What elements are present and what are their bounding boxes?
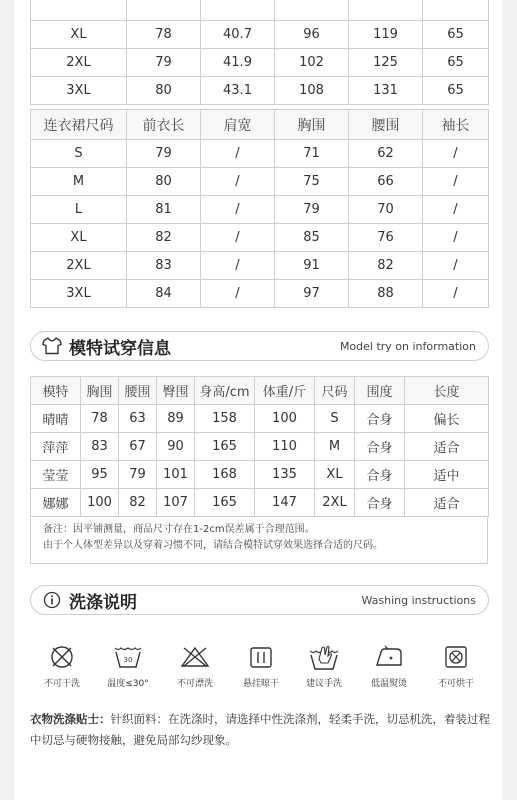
table-cell: XL <box>31 21 127 49</box>
table-cell: / <box>423 168 489 196</box>
table-cell: 85 <box>275 224 349 252</box>
table-cell: 78 <box>81 405 119 433</box>
wash-label: 不可漂洗 <box>176 679 213 689</box>
table-cell: 135 <box>255 461 315 489</box>
wash-tips <box>30 709 492 751</box>
size-table-top <box>30 0 489 105</box>
table-cell: 79 <box>119 461 157 489</box>
table-cell: 80 <box>127 168 201 196</box>
table-cell: 95 <box>81 461 119 489</box>
wash-label: 低温熨烫 <box>370 679 407 689</box>
wash-item <box>292 642 356 689</box>
table-row <box>31 224 489 252</box>
table-cell: 81 <box>127 196 201 224</box>
table-cell: XL <box>315 461 355 489</box>
table-cell: / <box>201 280 275 308</box>
table-cell: 适中 <box>405 461 489 489</box>
wash-section-header <box>30 585 489 615</box>
table-row <box>31 77 489 105</box>
dress-size-table <box>30 109 489 308</box>
table-cell: 40.7 <box>201 21 275 49</box>
table-cell: 108 <box>275 77 349 105</box>
note-line: 备注：因平铺测量，商品尺寸存在1-2cm误差属于合理范围。 <box>43 524 315 535</box>
table-cell: 合身 <box>355 405 405 433</box>
section-title: 洗涤说明 <box>69 592 137 613</box>
table-row <box>31 140 489 168</box>
table-cell: / <box>201 168 275 196</box>
table-cell: 适合 <box>405 433 489 461</box>
table-cell: 158 <box>195 405 255 433</box>
table-row <box>31 168 489 196</box>
hang-dry-icon <box>229 642 293 672</box>
hand-wash-icon <box>292 642 356 672</box>
no-bleach-icon <box>163 642 227 672</box>
column-header: 肩宽 <box>201 110 275 140</box>
table-cell: 41.9 <box>201 49 275 77</box>
table-cell: 89 <box>157 405 195 433</box>
column-header: 胸围 <box>275 110 349 140</box>
table-row <box>31 21 489 49</box>
table-cell: 2XL <box>31 252 127 280</box>
column-header: 袖长 <box>423 110 489 140</box>
tshirt-icon <box>41 335 63 357</box>
table-cell: 147 <box>255 489 315 517</box>
table-cell: 75 <box>275 168 349 196</box>
wash-temp-value: 30 <box>123 656 133 664</box>
table-cell: 119 <box>349 21 423 49</box>
table-cell: 66 <box>349 168 423 196</box>
table-cell: 90 <box>157 433 195 461</box>
table-cell: / <box>423 252 489 280</box>
column-header: 模特 <box>31 377 81 405</box>
table-cell: S <box>315 405 355 433</box>
low-iron-icon <box>357 642 421 672</box>
table-cell: 65 <box>423 77 489 105</box>
table-cell: 偏长 <box>405 405 489 433</box>
column-header: 体重/斤 <box>255 377 315 405</box>
column-header: 腰围 <box>119 377 157 405</box>
no-tumble-dry-icon <box>424 642 488 672</box>
table-cell: 97 <box>275 280 349 308</box>
section-title: 模特试穿信息 <box>69 338 171 359</box>
table-cell: 79 <box>127 140 201 168</box>
table-cell: 3XL <box>31 280 127 308</box>
table-cell: 100 <box>255 405 315 433</box>
table-cell: 合身 <box>355 461 405 489</box>
table-cell: 43.1 <box>201 77 275 105</box>
column-header: 身高/cm <box>195 377 255 405</box>
table-cell: / <box>201 140 275 168</box>
table-cell: L <box>31 196 127 224</box>
table-cell: 适合 <box>405 489 489 517</box>
table-cell: 莹莹 <box>31 461 81 489</box>
table-cell: 合身 <box>355 489 405 517</box>
table-cell: 2XL <box>31 49 127 77</box>
table-cell: / <box>201 196 275 224</box>
table-header-row <box>31 110 489 140</box>
section-subtitle: Model try on information <box>339 339 476 353</box>
table-cell: 91 <box>275 252 349 280</box>
column-header: 臀围 <box>157 377 195 405</box>
table-cell: / <box>423 140 489 168</box>
table-cell: 80 <box>127 77 201 105</box>
table-cell: 83 <box>127 252 201 280</box>
model-section-header <box>30 331 489 361</box>
table-cell: 165 <box>195 489 255 517</box>
size-note <box>30 518 488 564</box>
table-row <box>31 49 489 77</box>
table-cell <box>201 0 275 21</box>
table-cell: 131 <box>349 77 423 105</box>
table-cell: 102 <box>275 49 349 77</box>
table-cell: 合身 <box>355 433 405 461</box>
table-cell: XL <box>31 224 127 252</box>
table-cell: 84 <box>127 280 201 308</box>
table-header-row <box>31 377 489 405</box>
table-cell: 3XL <box>31 77 127 105</box>
table-row <box>31 405 489 433</box>
wash-30-icon <box>96 642 160 672</box>
wash-label: 建议手洗 <box>305 679 342 689</box>
table-cell: 萍萍 <box>31 433 81 461</box>
tips-label: 衣物洗涤贴士： <box>30 712 111 726</box>
table-cell: 165 <box>195 433 255 461</box>
table-cell <box>275 0 349 21</box>
table-cell: 100 <box>81 489 119 517</box>
wash-icons-row <box>30 642 488 698</box>
column-header: 连衣裙尺码 <box>31 110 127 140</box>
table-cell: 101 <box>157 461 195 489</box>
wash-item <box>30 642 94 689</box>
table-cell: 88 <box>349 280 423 308</box>
wash-item <box>163 642 227 689</box>
table-row <box>31 196 489 224</box>
table-cell: 168 <box>195 461 255 489</box>
table-cell: 82 <box>349 252 423 280</box>
table-row <box>31 280 489 308</box>
table-cell: 晴晴 <box>31 405 81 433</box>
table-cell <box>349 0 423 21</box>
column-header: 围度 <box>355 377 405 405</box>
table-cell: / <box>201 224 275 252</box>
table-cell: / <box>423 196 489 224</box>
table-cell: 67 <box>119 433 157 461</box>
no-dry-clean-icon <box>30 642 94 672</box>
wash-item <box>424 642 488 689</box>
table-cell: 82 <box>127 224 201 252</box>
table-cell: 71 <box>275 140 349 168</box>
table-cell <box>423 0 489 21</box>
table-cell: 125 <box>349 49 423 77</box>
wash-label: 温度≤30° <box>107 679 149 689</box>
wash-label: 悬挂晾干 <box>242 679 279 689</box>
section-subtitle: Washing instructions <box>361 593 476 607</box>
tips-text: 针织面料：在洗涤时，请选择中性洗涤剂，轻柔手洗，切忌机洗，着装过程中切忌与硬物接触，避免局部勾纱现象。 <box>30 712 490 747</box>
table-cell: 娜娜 <box>31 489 81 517</box>
note-line: 由于个人体型差异以及穿着习惯不同，请结合模特试穿效果选择合适的尺码。 <box>43 540 383 551</box>
table-cell <box>31 0 127 21</box>
table-cell <box>127 0 201 21</box>
table-cell: / <box>423 224 489 252</box>
model-table <box>30 376 489 517</box>
table-cell: 76 <box>349 224 423 252</box>
table-cell: 70 <box>349 196 423 224</box>
column-header: 尺码 <box>315 377 355 405</box>
table-row <box>31 433 489 461</box>
table-cell: 2XL <box>315 489 355 517</box>
table-row <box>31 489 489 517</box>
table-cell: / <box>423 280 489 308</box>
table-cell: 78 <box>127 21 201 49</box>
table-row <box>31 461 489 489</box>
table-cell: 110 <box>255 433 315 461</box>
table-cell: / <box>201 252 275 280</box>
table-cell: 79 <box>275 196 349 224</box>
table-cell: 62 <box>349 140 423 168</box>
table-cell: 82 <box>119 489 157 517</box>
info-icon <box>41 589 63 611</box>
table-cell: 65 <box>423 49 489 77</box>
table-cell: M <box>31 168 127 196</box>
column-header: 胸围 <box>81 377 119 405</box>
table-row <box>31 0 489 21</box>
wash-label: 不可烘干 <box>437 679 474 689</box>
wash-item <box>357 642 421 689</box>
table-row <box>31 252 489 280</box>
table-cell: 65 <box>423 21 489 49</box>
table-cell: M <box>315 433 355 461</box>
table-cell: 79 <box>127 49 201 77</box>
wash-item <box>229 642 293 689</box>
table-cell: 63 <box>119 405 157 433</box>
column-header: 长度 <box>405 377 489 405</box>
column-header: 前衣长 <box>127 110 201 140</box>
table-cell: S <box>31 140 127 168</box>
wash-item <box>96 642 160 689</box>
table-cell: 107 <box>157 489 195 517</box>
table-cell: 96 <box>275 21 349 49</box>
table-cell: 83 <box>81 433 119 461</box>
wash-label: 不可干洗 <box>43 679 80 689</box>
column-header: 腰围 <box>349 110 423 140</box>
